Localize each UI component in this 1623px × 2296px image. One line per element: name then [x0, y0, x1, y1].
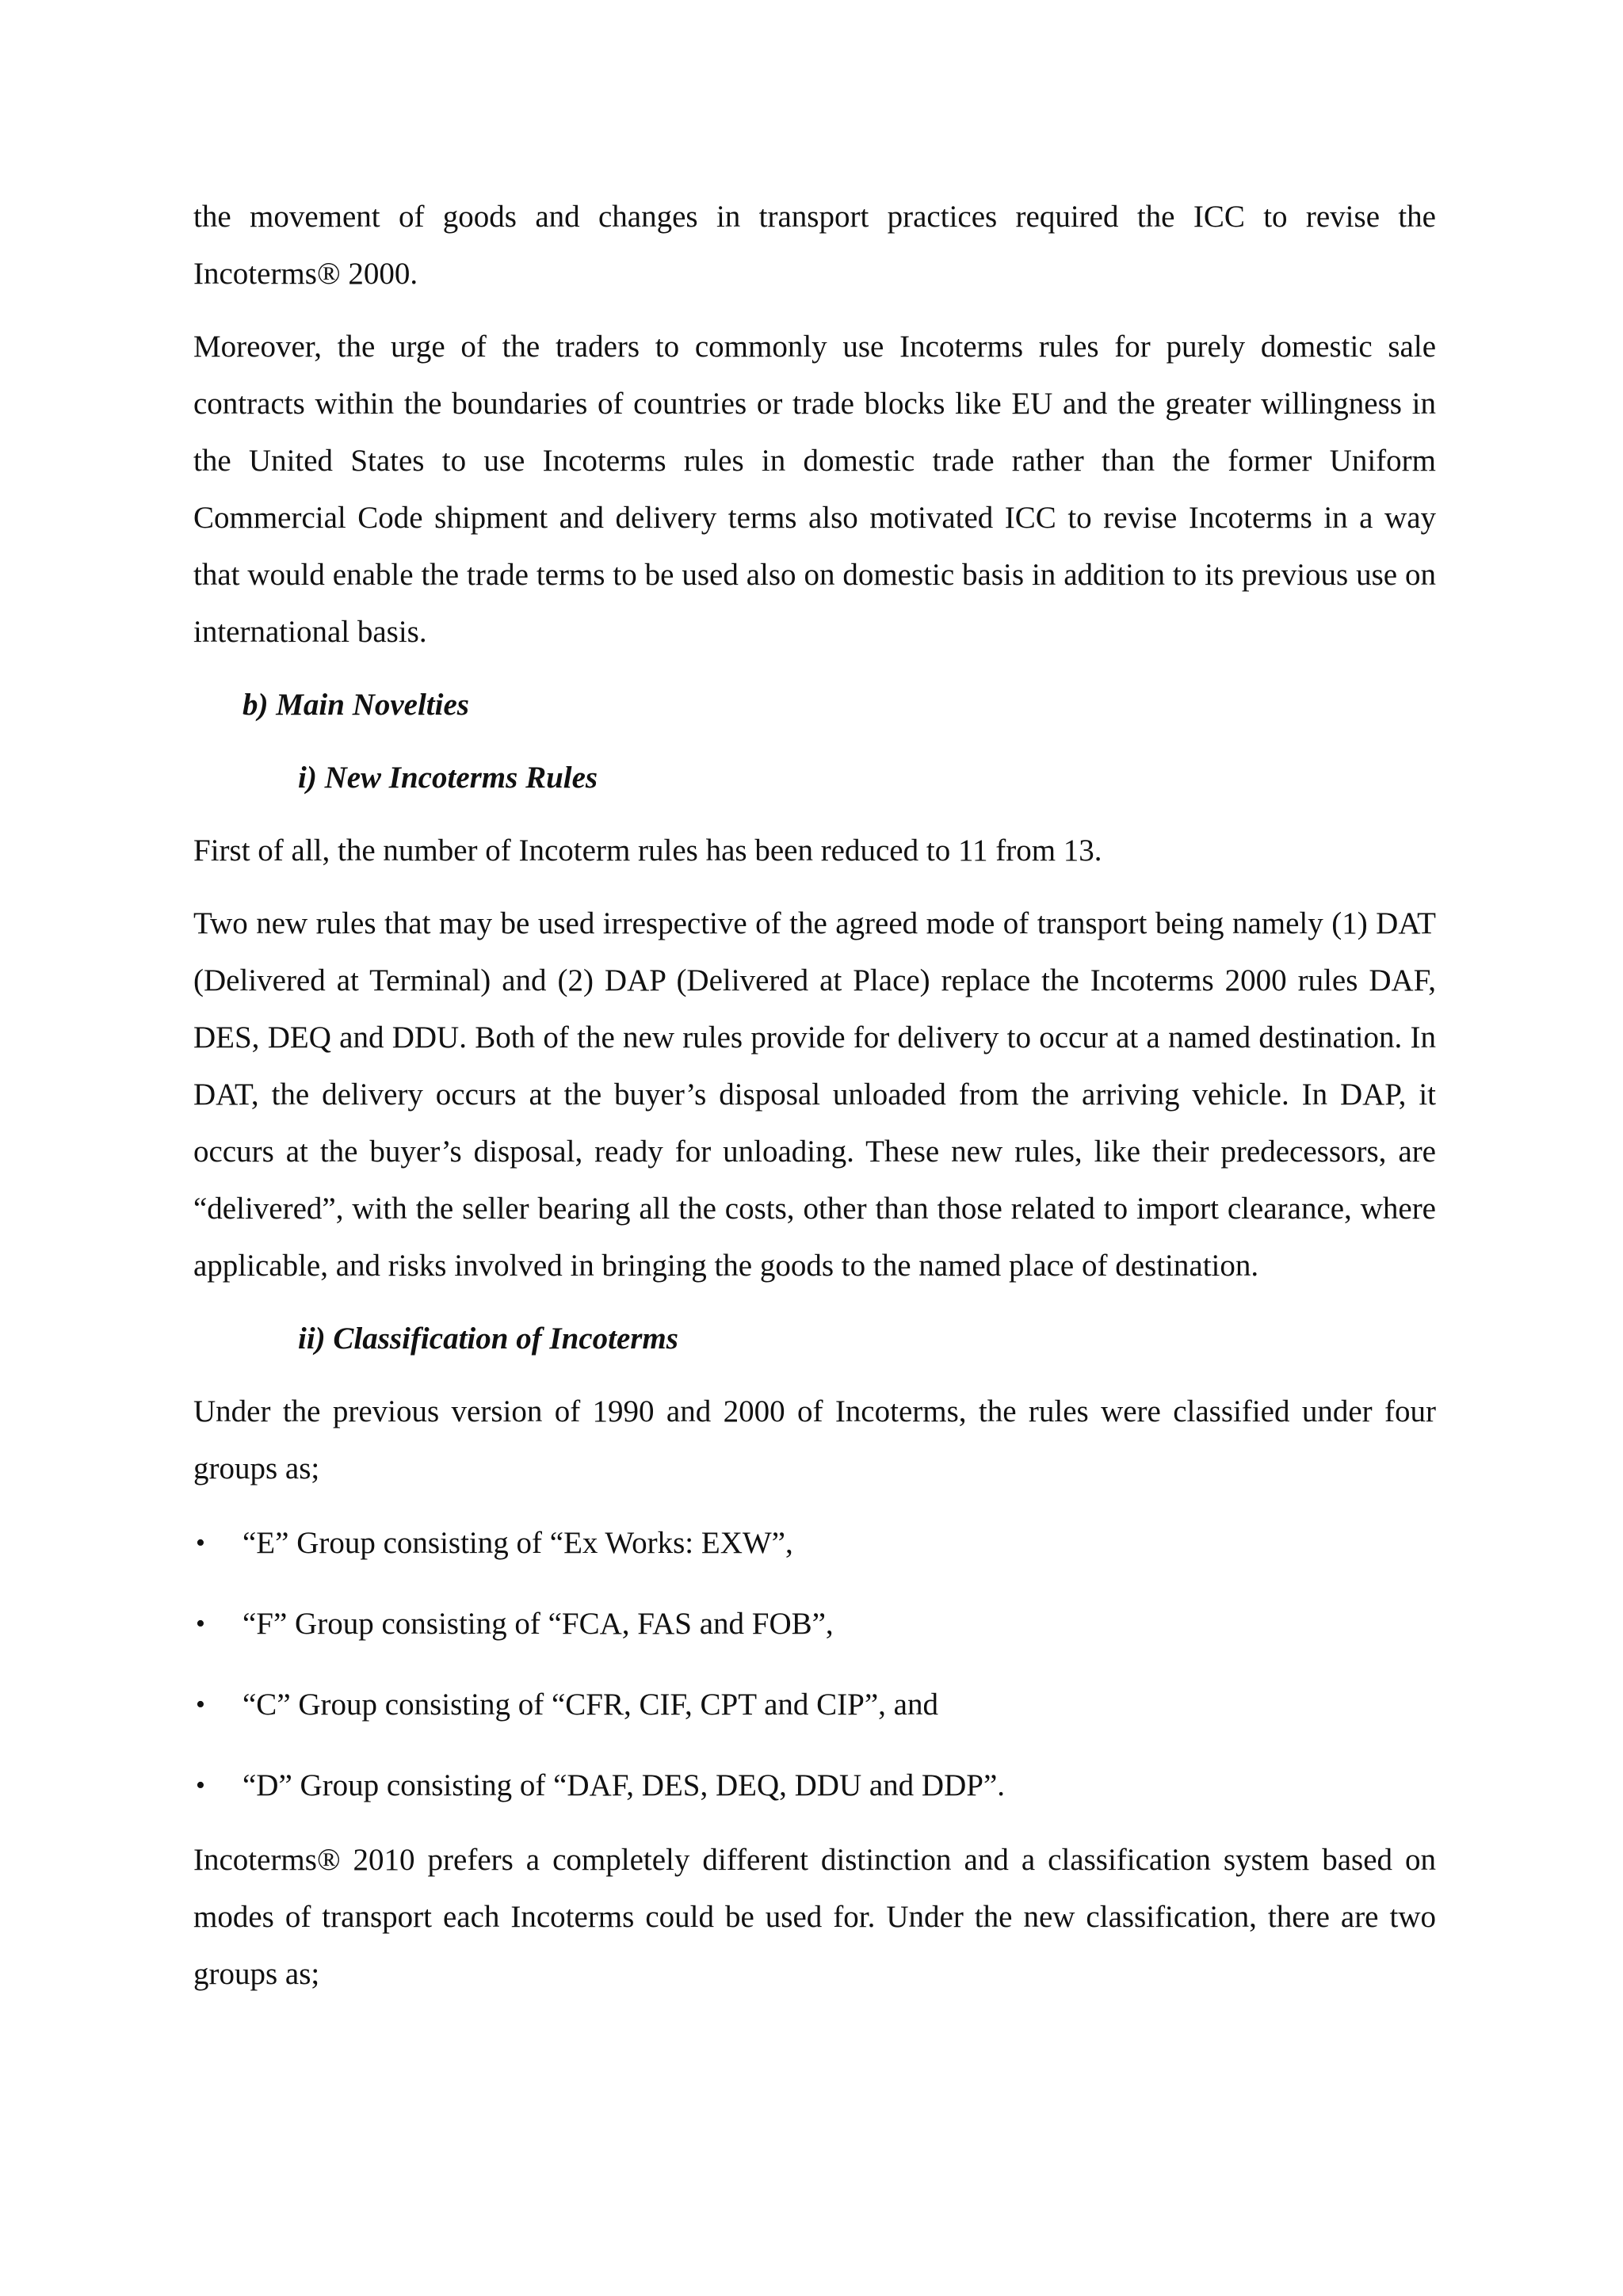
list-item-text: “E” Group consisting of “Ex Works: EXW”, — [242, 1526, 793, 1560]
bullet-icon: • — [196, 1609, 205, 1638]
subsection-heading-classification: ii) Classification of Incoterms — [298, 1322, 678, 1356]
paragraph-rule-count: First of all, the number of Incoterm rules has been reduced to 11 from 13. — [193, 833, 1102, 868]
paragraph-previous-groups: Under the previous version of 1990 and 2000 of Incoterms, the rules were classified under four groups as; — [193, 1394, 1436, 1486]
list-item-text: “C” Group consisting of “CFR, CIF, CPT and CIP”, and — [242, 1688, 938, 1722]
bullet-icon: • — [196, 1771, 205, 1800]
list-item — [193, 1596, 1436, 1653]
document-body — [193, 189, 1436, 2019]
paragraph-dat-dap: Two new rules that may be used irrespective of the agreed mode of transport being namely (1) DAT (Delivered at Terminal) and (2) DAP (Delivered at Place) replace the Incoterms 2000 rules DAF, DES, DEQ and DDU. Both of the new rules provide for delivery to occur at a named destination. In DAT, the delivery occurs at the buyer’s disposal unloaded from the arriving vehicle. In DAP, it occurs at the buyer’s disposal, ready for unloading. These new rules, like their predecessors, are “delivered”, with the seller bearing all the costs, other than those related to import clearance, where applicable, and risks involved in bringing the goods to the named place of destination. — [193, 906, 1436, 1283]
paragraph-icc-revision: the movement of goods and changes in transport practices required the ICC to revise the Incoterms® 2000. — [193, 200, 1436, 291]
list-item — [193, 1515, 1436, 1572]
list-item-text: “D” Group consisting of “DAF, DES, DEQ, DDU and DDP”. — [242, 1768, 1006, 1802]
paragraph-domestic-use: Moreover, the urge of the traders to commonly use Incoterms rules for purely domestic sale contracts within the boundaries of countries or trade blocks like EU and the greater willingness in the United States to use Incoterms rules in domestic trade rather than the former Uniform Commercial Code shipment and delivery terms also motivated ICC to revise Incoterms in a way that would enable the trade terms to be used also on domestic basis in addition to its previous use on international basis. — [193, 330, 1436, 649]
list-item — [193, 1676, 1436, 1733]
subsection-heading-new-rules: i) New Incoterms Rules — [298, 761, 598, 795]
list-item — [193, 1757, 1436, 1814]
bullet-icon: • — [196, 1528, 205, 1558]
group-bullet-list — [193, 1515, 1436, 1814]
section-heading-main-novelties: b) Main Novelties — [242, 688, 469, 722]
paragraph-new-classification: Incoterms® 2010 prefers a completely different distinction and a classification system based on modes of transport each Incoterms could be used for. Under the new classification, there are two groups as; — [193, 1843, 1436, 1991]
bullet-icon: • — [196, 1690, 205, 1719]
list-item-text: “F” Group consisting of “FCA, FAS and FOB”, — [242, 1607, 834, 1641]
